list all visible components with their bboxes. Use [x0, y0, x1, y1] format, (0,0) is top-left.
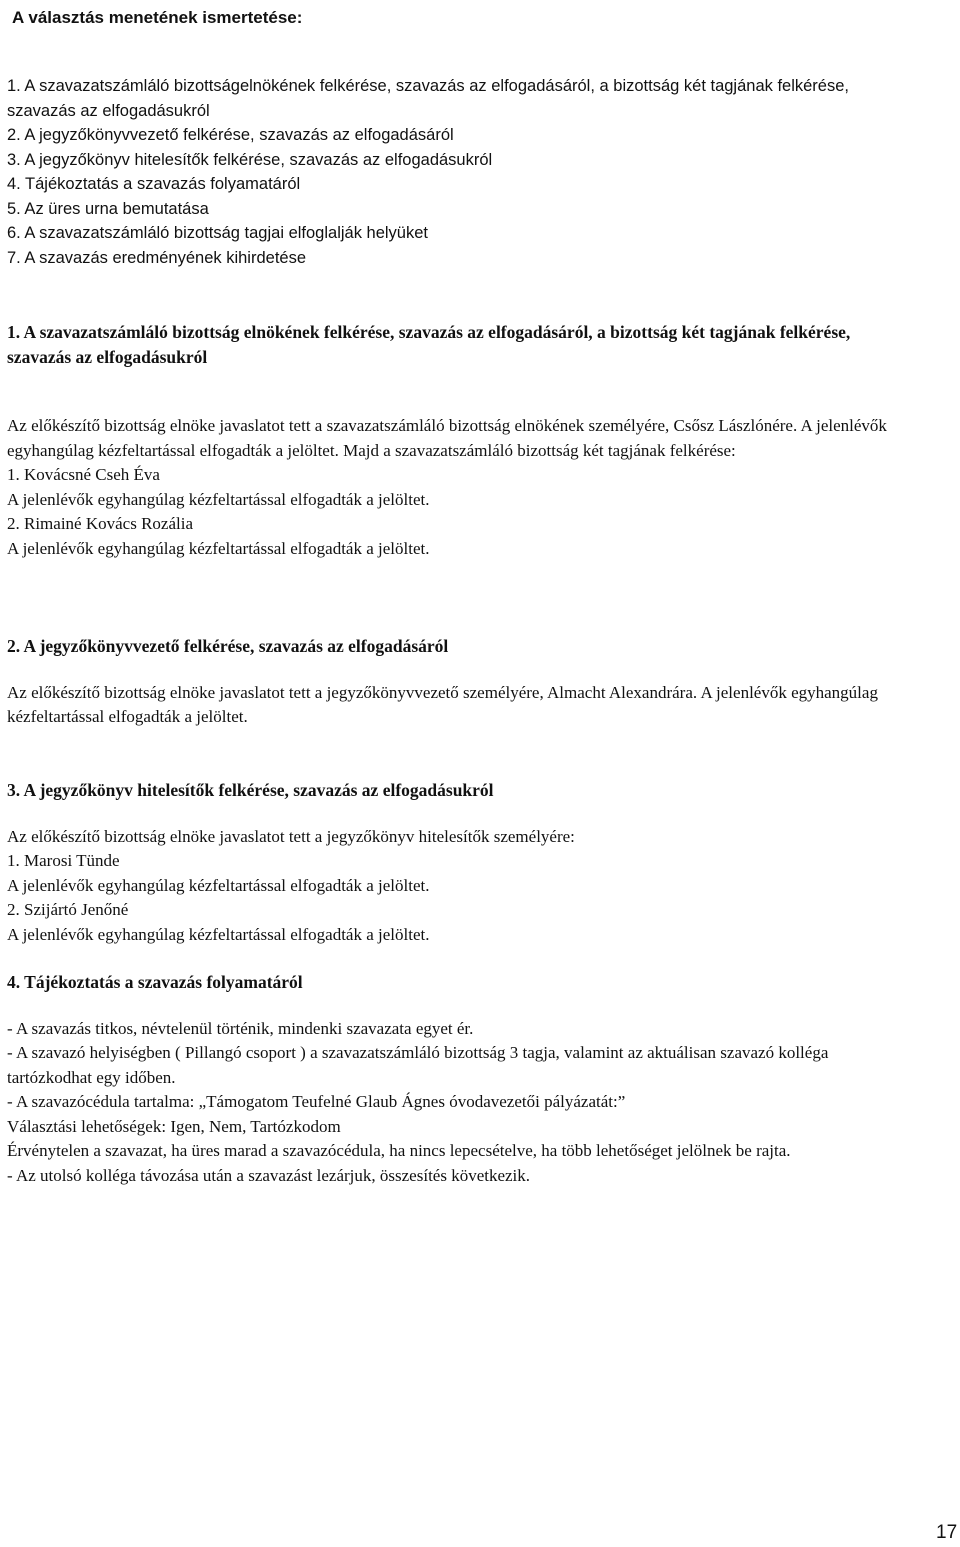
section-4-line-6: - Az utolsó kolléga távozása után a szavazást lezárjuk, összesítés következik.	[7, 1165, 531, 1185]
agenda-item-7: 7. A szavazás eredményének kihirdetése	[7, 248, 307, 267]
section-3-paragraph: Az előkészítő bizottság elnöke javaslatot tett a jegyzőkönyv hitelesítők személyére:	[7, 826, 575, 846]
section-1-paragraph: Az előkészítő bizottság elnöke javaslatot tett a szavazatszámláló bizottság elnökének személyére, Csősz Lászlónére. A jelenlévők egyhangúlag kézfeltartással elfogadták a jelöltet. Majd a szavazatszámláló bizottság két tagjának felkérése:	[7, 416, 887, 460]
section-4	[7, 970, 887, 1188]
section-3-result-1: A jelenlévők egyhangúlag kézfeltartással elfogadták a jelöltet.	[7, 875, 430, 895]
agenda-item-6: 6. A szavazatszámláló bizottság tagjai elfoglalják helyüket	[7, 224, 428, 242]
section-2-title: 2. A jegyzőkönyvvezető felkérése, szavazás az elfogadásáról	[7, 636, 449, 656]
section-3	[7, 778, 887, 947]
section-3-result-2: A jelenlévők egyhangúlag kézfeltartással elfogadták a jelöltet.	[7, 924, 430, 944]
agenda-list	[7, 74, 887, 270]
section-1-candidate-1: 1. Kovácsné Cseh Éva	[7, 465, 160, 484]
section-1-result-1: A jelenlévők egyhangúlag kézfeltartással elfogadták a jelöltet.	[7, 489, 430, 509]
section-3-candidate-2: 2. Szijártó Jenőné	[7, 900, 129, 919]
agenda-item-1: 1. A szavazatszámláló bizottságelnökének felkérése, szavazás az elfogadásáról, a bizottság két tagjának felkérése, szavazás az elfogadásukról	[7, 77, 849, 120]
page-number: 17	[936, 1522, 958, 1543]
agenda-item-5: 5. Az üres urna bemutatása	[7, 199, 209, 218]
section-2	[7, 634, 887, 730]
section-3-candidate-1: 1. Marosi Tünde	[7, 851, 120, 870]
section-4-line-4: Választási lehetőségek: Igen, Nem, Tartózkodom	[7, 1116, 341, 1136]
section-4-line-1: - A szavazás titkos, névtelenül történik, mindenki szavazata egyet ér.	[7, 1018, 474, 1038]
section-1-title: 1. A szavazatszámláló bizottság elnökének felkérése, szavazás az elfogadásáról, a bizottság két tagjának felkérése, szavazás az elfogadásukról	[7, 322, 851, 367]
page-heading: A választás menetének ismertetése:	[12, 8, 303, 27]
section-1-candidate-2: 2. Rimainé Kovács Rozália	[7, 514, 194, 533]
section-2-paragraph: Az előkészítő bizottság elnöke javaslatot tett a jegyzőkönyvvezető személyére, Almacht Alexandrára. A jelenlévők egyhangúlag kézfeltartással elfogadták a jelöltet.	[7, 682, 878, 726]
section-4-title: 4. Tájékoztatás a szavazás folyamatáról	[7, 972, 303, 992]
section-1-result-2: A jelenlévők egyhangúlag kézfeltartással elfogadták a jelöltet.	[7, 538, 430, 558]
agenda-item-4: 4. Tájékoztatás a szavazás folyamatáról	[7, 175, 301, 193]
agenda-item-3: 3. A jegyzőkönyv hitelesítők felkérése, szavazás az elfogadásukról	[7, 150, 493, 169]
section-4-line-3: - A szavazócédula tartalma: „Támogatom Teufelné Glaub Ágnes óvodavezetői pályázatát:”	[7, 1092, 626, 1111]
section-4-line-5: Érvénytelen a szavazat, ha üres marad a szavazócédula, ha nincs lepecsételve, ha több lehetőséget jelölnek be rajta.	[7, 1141, 791, 1160]
section-1	[7, 320, 887, 561]
agenda-item-2: 2. A jegyzőkönyvvezető felkérése, szavazás az elfogadásáról	[7, 126, 454, 144]
section-3-title: 3. A jegyzőkönyv hitelesítők felkérése, szavazás az elfogadásukról	[7, 780, 494, 800]
section-4-line-2: - A szavazó helyiségben ( Pillangó csoport ) a szavazatszámláló bizottság 3 tagja, valamint az aktuálisan szavazó kolléga tartózkodhat egy időben.	[7, 1043, 829, 1087]
